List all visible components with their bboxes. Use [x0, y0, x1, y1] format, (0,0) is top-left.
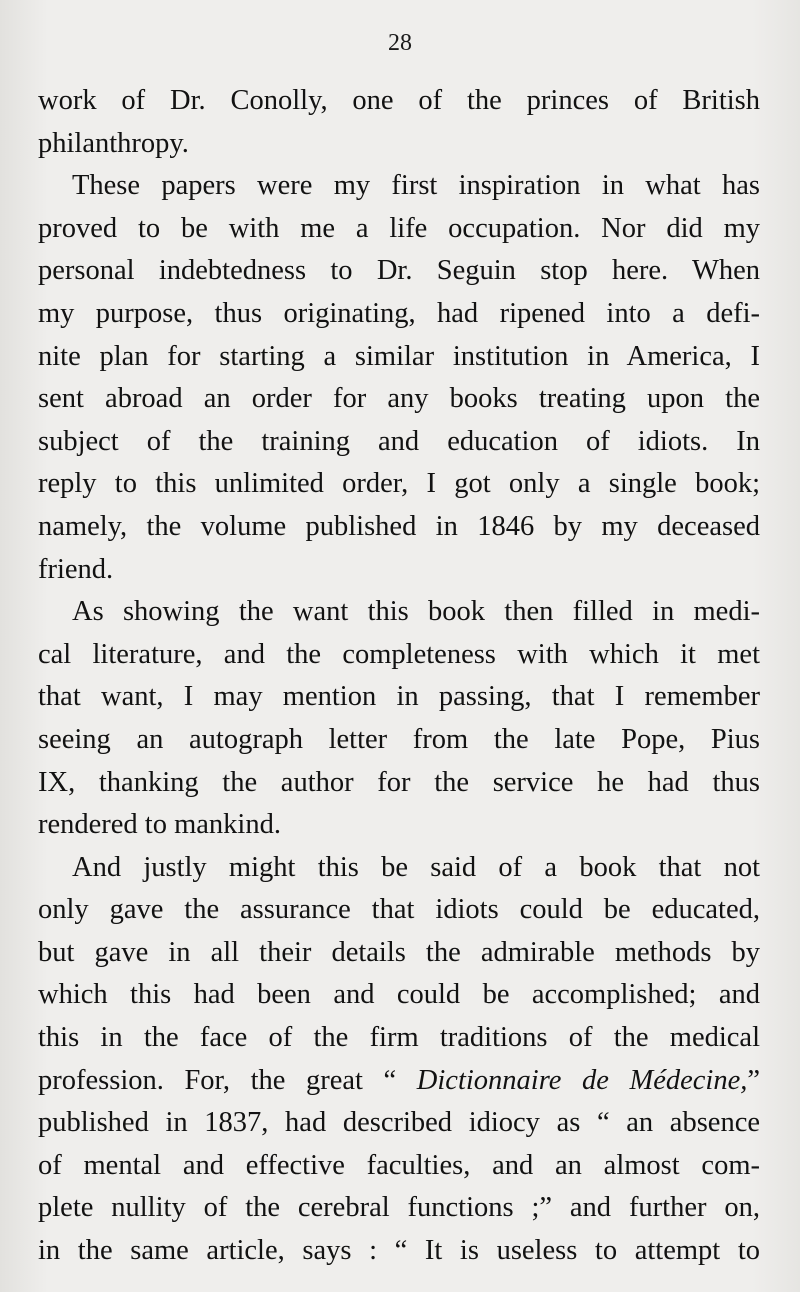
page-number: 28 [388, 30, 412, 56]
line-text: profession. For, the great “ [38, 1064, 417, 1096]
text-line: my purpose, thus originating, had ripened into a defi- [38, 297, 760, 329]
text-line: friend. [38, 553, 114, 585]
text-line: personal indebtedness to Dr. Seguin stop here. When [38, 255, 760, 287]
text-line: of mental and effective faculties, and an almost com- [38, 1149, 760, 1181]
text-line: namely, the volume published in 1846 by my deceased [38, 510, 760, 542]
text-line: sent abroad an order for any books treating upon the [38, 383, 760, 415]
text-line-with-title [38, 1060, 760, 1103]
text-line: published in 1837, had described idiocy as “ an absence [38, 1107, 760, 1139]
paragraph [38, 165, 760, 591]
text-line: rendered to mankind. [38, 809, 281, 841]
body-text [38, 80, 760, 1273]
text-line: in the same article, says : “ It is useless to attempt to [38, 1235, 760, 1267]
text-line: These papers were my first inspiration in what has [72, 170, 760, 202]
text-line: subject of the training and education of idiots. In [38, 425, 760, 457]
text-line: IX, thanking the author for the service he had thus [38, 766, 760, 798]
text-line: but gave in all their details the admirable methods by [38, 936, 760, 968]
text-line: proved to be with me a life occupation. Nor did my [38, 212, 760, 244]
text-line: reply to this unlimited order, I got only a single book; [38, 468, 760, 500]
text-line: seeing an autograph letter from the late Pope, Pius [38, 723, 760, 755]
paragraph [38, 80, 760, 165]
text-line: which this had been and could be accomplished; and [38, 979, 760, 1011]
text-line: work of Dr. Conolly, one of the princes of British [38, 85, 760, 116]
paragraph [38, 591, 760, 847]
text-line: And justly might this be said of a book that not [72, 851, 760, 883]
text-line: plete nullity of the cerebral functions ;” and further on, [38, 1192, 760, 1224]
line-text: ” [747, 1064, 760, 1096]
text-line: philanthropy. [38, 127, 189, 159]
text-line: nite plan for starting a similar institution in America, I [38, 340, 760, 372]
book-title: Dictionnaire de Médecine, [416, 1064, 748, 1096]
text-line: that want, I may mention in passing, that I remember [38, 681, 760, 713]
text-line: this in the face of the firm traditions of the medical [38, 1022, 760, 1054]
text-line: only gave the assurance that idiots could be educated, [38, 894, 760, 926]
text-line: As showing the want this book then filled in medi- [72, 596, 760, 628]
paragraph [38, 847, 760, 1273]
text-line: cal literature, and the completeness with which it met [38, 638, 760, 670]
